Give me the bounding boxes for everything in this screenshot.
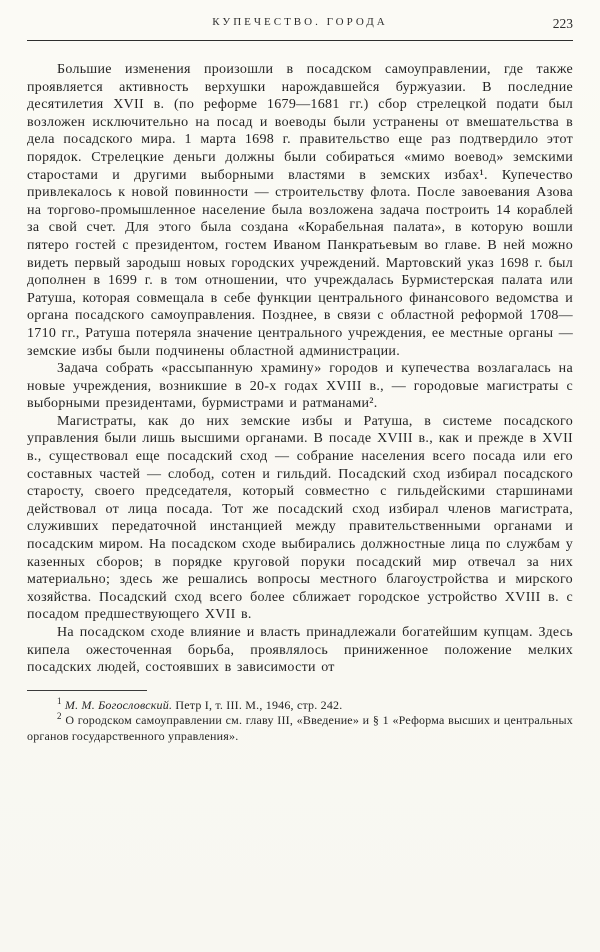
- footnote-author: М. М. Богословский.: [64, 697, 173, 712]
- footnote-separator: [27, 690, 147, 691]
- body-text: [27, 61, 573, 677]
- footnote-1: [27, 695, 573, 714]
- footnote-2: [27, 713, 573, 744]
- footnote-marker-2: 2: [57, 711, 62, 722]
- paragraph-2: Задача собрать «рассыпанную храмину» городов и купечества возлагалась на новые учреждения, возникшие в 20-х годах XVIII в., — городовые магистраты с выборными президентами, бурмистрами и ратманами².: [27, 361, 573, 412]
- paragraph-3: Магистраты, как до них земские избы и Ратуша, в системе посадского управления были лишь высшими органами. В посаде XVIII в., как и прежде в XVII в., существовал еще посадский сход — собрание населения всего посада или его составных частей — слобод, сотен и гильдий. Посадский сход избирал посадского старосту, своего председателя, который совместно с гильдейскими старшинами действовал от лица посада. Тот же посадский сход избирал членов магистрата, служивших передаточной инстанцией между правительственными органами и посадским миром. На посадском сходе выбирались должностные лица по службам у казенных сборов; в порядке круговой поруки посадский мир отвечал за них материально; здесь же решались вопросы местного благоустройства и мирского хозяйства. Посадский сход всего более сближает городское устройство XVIII в. с посадом предшествующего XVII в.: [27, 413, 573, 623]
- running-title: КУПЕЧЕСТВО. ГОРОДА: [212, 16, 388, 28]
- page-number: 223: [552, 16, 573, 31]
- footnotes: [27, 695, 573, 745]
- footnote-text-2: О городском самоуправлении см. главу III, «Введение» и § 1 «Реформа высших и центральных органов государственного управления».: [27, 713, 573, 743]
- paragraph-1: Большие изменения произошли в посадском самоуправлении, где также проявляется активность верхушки нарождавшейся буржуазии. В последние десятилетия XVII в. (по реформе 1679—1681 гг.) сбор стрелецкой подати был возложен исключительно на посад и воеводы были устранены от вмешательства в дела посадского мира. 1 марта 1698 г. правительство еще раз подтвердило этот порядок. Стрелецкие деньги должны были собираться «мимо воевод» земскими старостами и другими выборными властями в земских избах¹. Купечество привлекалось к новой повинности — строительству флота. После завоевания Азова на торгово-промышленное население была возложена задача построить 14 кораблей за свой счет. Для этого была создана «Корабельная палата», в которую вошли пятеро гостей с президентом, гостем Иваном Панкратьевым во главе. В ней можно видеть первый зародыш новых городских учреждений. Мартовский указ 1698 г. был дополнен в 1699 г. в том отношении, что учреждалась Бурмистерская палата или Ратуша, которая совмещала в себе функции центрального финансового ведомства и органа посадского самоуправления. Позднее, в связи с областной реформой 1708—1710 гг., Ратуша потеряла значение центрального учреждения, ее местные органы — земские избы были подчинены областной администрации.: [27, 62, 573, 359]
- footnote-marker-1: 1: [57, 695, 62, 706]
- page-header: [27, 16, 573, 33]
- paragraph-4: На посадском сходе влияние и власть принадлежали богатейшим купцам. Здесь кипела ожесточенная борьба, проявлялось приниженное положение мелких посадских людей, состоявших в зависимости от: [27, 625, 573, 676]
- footnote-text-1: Петр I, т. III. М., 1946, стр. 242.: [175, 697, 343, 712]
- header-rule: [27, 40, 573, 41]
